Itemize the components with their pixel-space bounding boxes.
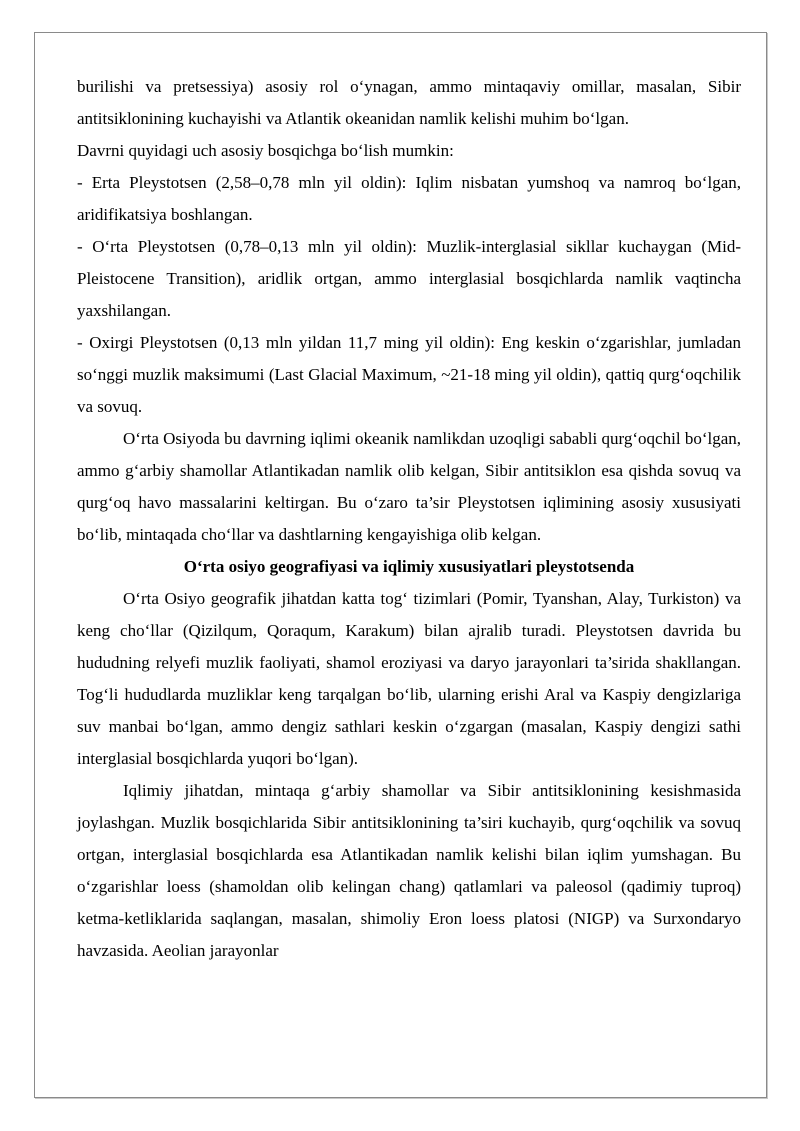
paragraph-geography: O‘rta Osiyo geografik jihatdan katta tog‘ tizimlari (Pomir, Tyanshan, Alay, Turkiston) va keng cho‘llar (Qizilqum, Qoraqum, Karakum) bilan ajralib turadi. Pleystotsen davrida bu hududning relyefi muzlik faoliyati, shamol eroziyasi va daryo jarayonlari ta’sirida shakllangan. Tog‘li hududlarda muzliklar keng tarqalgan bo‘lib, ularning erishi Aral va Kaspiy dengizlariga suv manbai bo‘lgan, ammo dengiz sathlari keskin o‘zgargan (masalan, Kaspiy dengizi sathi interglasial bosqichlarda yuqori bo‘lgan). [77,589,741,768]
list-item-middle-pleistocene: - O‘rta Pleystotsen (0,78–0,13 mln yil oldin): Muzlik-interglasial sikllar kuchaygan (Mid-Pleistocene Transition), aridlik ortgan, ammo interglasial bosqichlarda namlik vaqtincha yaxshilangan. [77,237,741,320]
list-item-late-pleistocene: - Oxirgi Pleystotsen (0,13 mln yildan 11,7 ming yil oldin): Eng keskin o‘zgarishlar, jumladan so‘nggi muzlik maksimumi (Last Glacial Maximum, ~21-18 ming yil oldin), qattiq qurg‘oqchilik va sovuq. [77,333,741,416]
document-body [77,71,741,967]
paragraph-climate-features: Iqlimiy jihatdan, mintaqa g‘arbiy shamollar va Sibir antitsiklonining kesishmasida joylashgan. Muzlik bosqichlarida Sibir antitsiklonining ta’siri kuchayib, qurg‘oqchilik va sovuq ortgan, interglasial bosqichlarda esa Atlantikadan namlik kelishi bilan iqlim yumshagan. Bu o‘zgarishlar loess (shamoldan olib kelingan chang) qatlamlari va paleosol (qadimiy tuproq) ketma-ketliklarida saqlangan, masalan, shimoliy Eron loess platosi (NIGP) va Surxondaryo havzasida. Aeolian jarayonlar [77,781,741,960]
list-item-early-pleistocene: - Erta Pleystotsen (2,58–0,78 mln yil oldin): Iqlim nisbatan yumshoq va namroq bo‘lgan, aridifikatsiya boshlangan. [77,173,741,224]
paragraph-periods-intro: Davrni quyidagi uch asosiy bosqichga bo‘lish mumkin: [77,141,454,160]
paragraph-central-asia-climate: O‘rta Osiyoda bu davrning iqlimi okeanik namlikdan uzoqligi sababli qurg‘oqchil bo‘lgan, ammo g‘arbiy shamollar Atlantikadan namlik olib kelgan, Sibir antitsiklon esa qishda sovuq va qurg‘oq havo massalarini keltirgan. Bu o‘zaro ta’sir Pleystotsen iqlimining asosiy xususiyati bo‘lib, mintaqada cho‘llar va dashtlarning kengayishiga olib kelgan. [77,429,741,544]
section-heading: O‘rta osiyo geografiyasi va iqlimiy xususiyatlari pleystotsenda [183,557,635,576]
paragraph-continuation: burilishi va pretsessiya) asosiy rol o‘ynagan, ammo mintaqaviy omillar, masalan, Sibir antitsiklonining kuchayishi va Atlantik okeanidan namlik kelishi muhim bo‘lgan. [77,77,741,128]
